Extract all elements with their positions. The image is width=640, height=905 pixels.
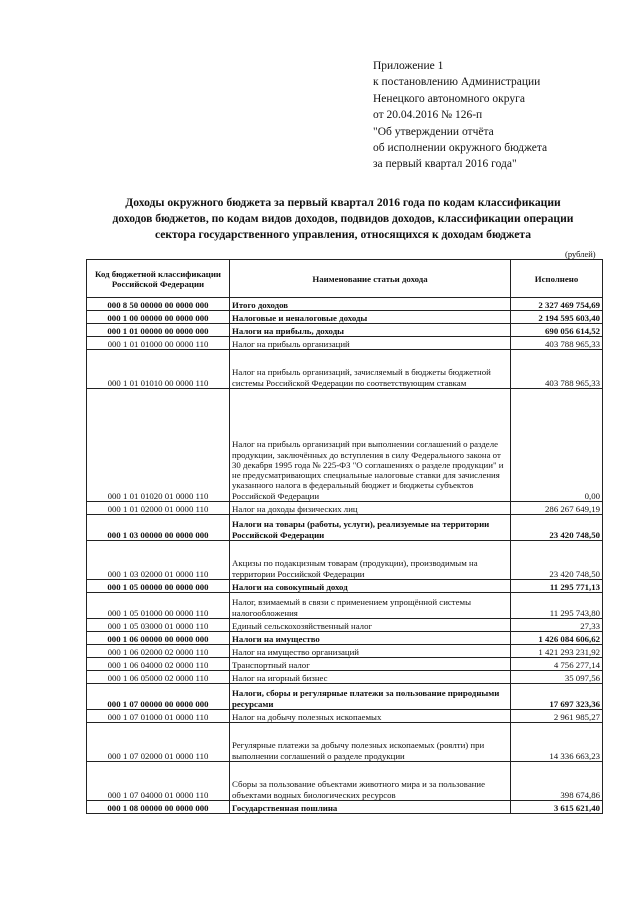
table-row [87, 337, 603, 350]
code-cell: 000 1 07 04000 01 0000 110 [87, 762, 230, 801]
title-line-1: Доходы окружного бюджета за первый квартал 2016 года по кодам классификации [125, 196, 561, 209]
code-cell: 000 1 06 05000 02 0000 110 [87, 671, 230, 684]
name-cell: Единый сельскохозяйственный налог [230, 619, 511, 632]
title-line-2: доходов бюджетов, по кодам видов доходов, подвидов доходов, классификации операции [112, 212, 574, 225]
name-cell: Итого доходов [230, 298, 511, 311]
name-cell: Налог на прибыль организаций [230, 337, 511, 350]
code-cell: 000 1 06 02000 02 0000 110 [87, 645, 230, 658]
header-name: Наименование статьи дохода [230, 260, 511, 298]
amount-cell: 1 421 293 231,92 [511, 645, 603, 658]
amount-cell: 1 426 084 606,62 [511, 632, 603, 645]
code-cell: 000 1 05 00000 00 0000 000 [87, 580, 230, 593]
code-cell: 000 1 05 01000 00 0000 110 [87, 593, 230, 619]
amount-cell: 2 961 985,27 [511, 710, 603, 723]
table-row [87, 710, 603, 723]
amount-cell: 398 674,86 [511, 762, 603, 801]
table-row [87, 619, 603, 632]
name-cell: Налоги, сборы и регулярные платежи за пользование природными ресурсами [230, 684, 511, 710]
name-cell: Налоговые и неналоговые доходы [230, 311, 511, 324]
name-cell: Налог на доходы физических лиц [230, 502, 511, 515]
name-cell: Транспортный налог [230, 658, 511, 671]
code-cell: 000 8 50 00000 00 0000 000 [87, 298, 230, 311]
table-row [87, 515, 603, 541]
table-row [87, 311, 603, 324]
name-cell: Акцизы по подакцизным товарам (продукции), производимым на территории Российской Федерации [230, 541, 511, 580]
code-cell: 000 1 07 00000 00 0000 000 [87, 684, 230, 710]
name-cell: Налоги на товары (работы, услуги), реализуемые на территории Российской Федерации [230, 515, 511, 541]
code-cell: 000 1 00 00000 00 0000 000 [87, 311, 230, 324]
code-cell: 000 1 01 01010 00 0000 110 [87, 350, 230, 389]
code-cell: 000 1 01 02000 01 0000 110 [87, 502, 230, 515]
appendix-line: Приложение 1 [373, 60, 444, 72]
name-cell: Налоги на прибыль, доходы [230, 324, 511, 337]
amount-cell: 403 788 965,33 [511, 337, 603, 350]
code-cell: 000 1 03 00000 00 0000 000 [87, 515, 230, 541]
appendix-header [373, 58, 623, 173]
code-cell: 000 1 06 00000 00 0000 000 [87, 632, 230, 645]
appendix-line: "Об утверждении отчёта [373, 125, 494, 138]
appendix-line: об исполнении окружного бюджета [373, 142, 548, 155]
amount-cell: 35 097,56 [511, 671, 603, 684]
code-cell: 000 1 01 00000 00 0000 000 [87, 324, 230, 337]
table-row [87, 645, 603, 658]
amount-cell: 11 295 743,80 [511, 593, 603, 619]
amount-cell: 0,00 [511, 389, 603, 502]
title-line-3: сектора государственного управления, относящихся к доходам бюджета [154, 228, 532, 241]
code-cell: 000 1 07 01000 01 0000 110 [87, 710, 230, 723]
code-cell: 000 1 05 03000 01 0000 110 [87, 619, 230, 632]
amount-cell: 23 420 748,50 [511, 541, 603, 580]
table-row [87, 541, 603, 580]
name-cell: Налог на добычу полезных ископаемых [230, 710, 511, 723]
appendix-line: к постановлению Администрации [373, 76, 541, 89]
table-row [87, 324, 603, 337]
table-row [87, 298, 603, 311]
amount-cell: 14 336 663,23 [511, 723, 603, 762]
table-row [87, 723, 603, 762]
amount-cell: 4 756 277,14 [511, 658, 603, 671]
name-cell: Налог на прибыль организаций при выполнении соглашений о разделе продукции, заключённых до вступления в силу Федерального закона от 30 декабря 1995 года № 225-ФЗ "О соглашениях о разделе продукции" и не предусматривающих специальные налоговые ставки для зачисления указанного налога в федеральный бюджет и бюджеты субъектов Российской Федерации [230, 389, 511, 502]
name-cell: Сборы за пользование объектами животного мира и за пользование объектами водных биологических ресурсов [230, 762, 511, 801]
table-row [87, 580, 603, 593]
amount-cell: 690 056 614,52 [511, 324, 603, 337]
code-cell: 000 1 08 00000 00 0000 000 [87, 801, 230, 814]
table-row [87, 801, 603, 814]
table-row [87, 389, 603, 502]
code-cell: 000 1 07 02000 01 0000 110 [87, 723, 230, 762]
amount-cell: 2 327 469 754,69 [511, 298, 603, 311]
name-cell: Налоги на имущество [230, 632, 511, 645]
name-cell: Налог на имущество организаций [230, 645, 511, 658]
amount-cell: 286 267 649,19 [511, 502, 603, 515]
table-row [87, 502, 603, 515]
code-cell: 000 1 01 01000 00 0000 110 [87, 337, 230, 350]
table-row [87, 632, 603, 645]
name-cell: Регулярные платежи за добычу полезных ископаемых (роялти) при выполнении соглашений о разделе продукции [230, 723, 511, 762]
header-amount: Исполнено [511, 260, 603, 298]
name-cell: Налог на игорный бизнес [230, 671, 511, 684]
amount-cell: 2 194 595 603,40 [511, 311, 603, 324]
table-row [87, 593, 603, 619]
revenue-table [86, 259, 603, 814]
table-row [87, 671, 603, 684]
appendix-line: Ненецкого автономного округа [373, 92, 525, 105]
header-code: Код бюджетной классификации Российской Федерации [87, 260, 230, 298]
document-title [78, 195, 608, 243]
amount-cell: 3 615 621,40 [511, 801, 603, 814]
appendix-line: от 20.04.2016 № 126-п [373, 109, 483, 122]
table-row [87, 350, 603, 389]
name-cell: Государственная пошлина [230, 801, 511, 814]
units-label: (рублей) [565, 249, 596, 259]
amount-cell: 17 697 323,36 [511, 684, 603, 710]
code-cell: 000 1 03 02000 01 0000 110 [87, 541, 230, 580]
amount-cell: 403 788 965,33 [511, 350, 603, 389]
table-row [87, 684, 603, 710]
table-body [87, 298, 603, 814]
name-cell: Налоги на совокупный доход [230, 580, 511, 593]
table-header-row [87, 260, 603, 298]
amount-cell: 27,33 [511, 619, 603, 632]
appendix-line: за первый квартал 2016 года" [373, 158, 517, 171]
table-row [87, 658, 603, 671]
code-cell: 000 1 06 04000 02 0000 110 [87, 658, 230, 671]
name-cell: Налог на прибыль организаций, зачисляемый в бюджеты бюджетной системы Российской Федерации по соответствующим ставкам [230, 350, 511, 389]
table-row [87, 762, 603, 801]
name-cell: Налог, взимаемый в связи с применением упрощённой системы налогообложения [230, 593, 511, 619]
amount-cell: 11 295 771,13 [511, 580, 603, 593]
amount-cell: 23 420 748,50 [511, 515, 603, 541]
code-cell: 000 1 01 01020 01 0000 110 [87, 389, 230, 502]
